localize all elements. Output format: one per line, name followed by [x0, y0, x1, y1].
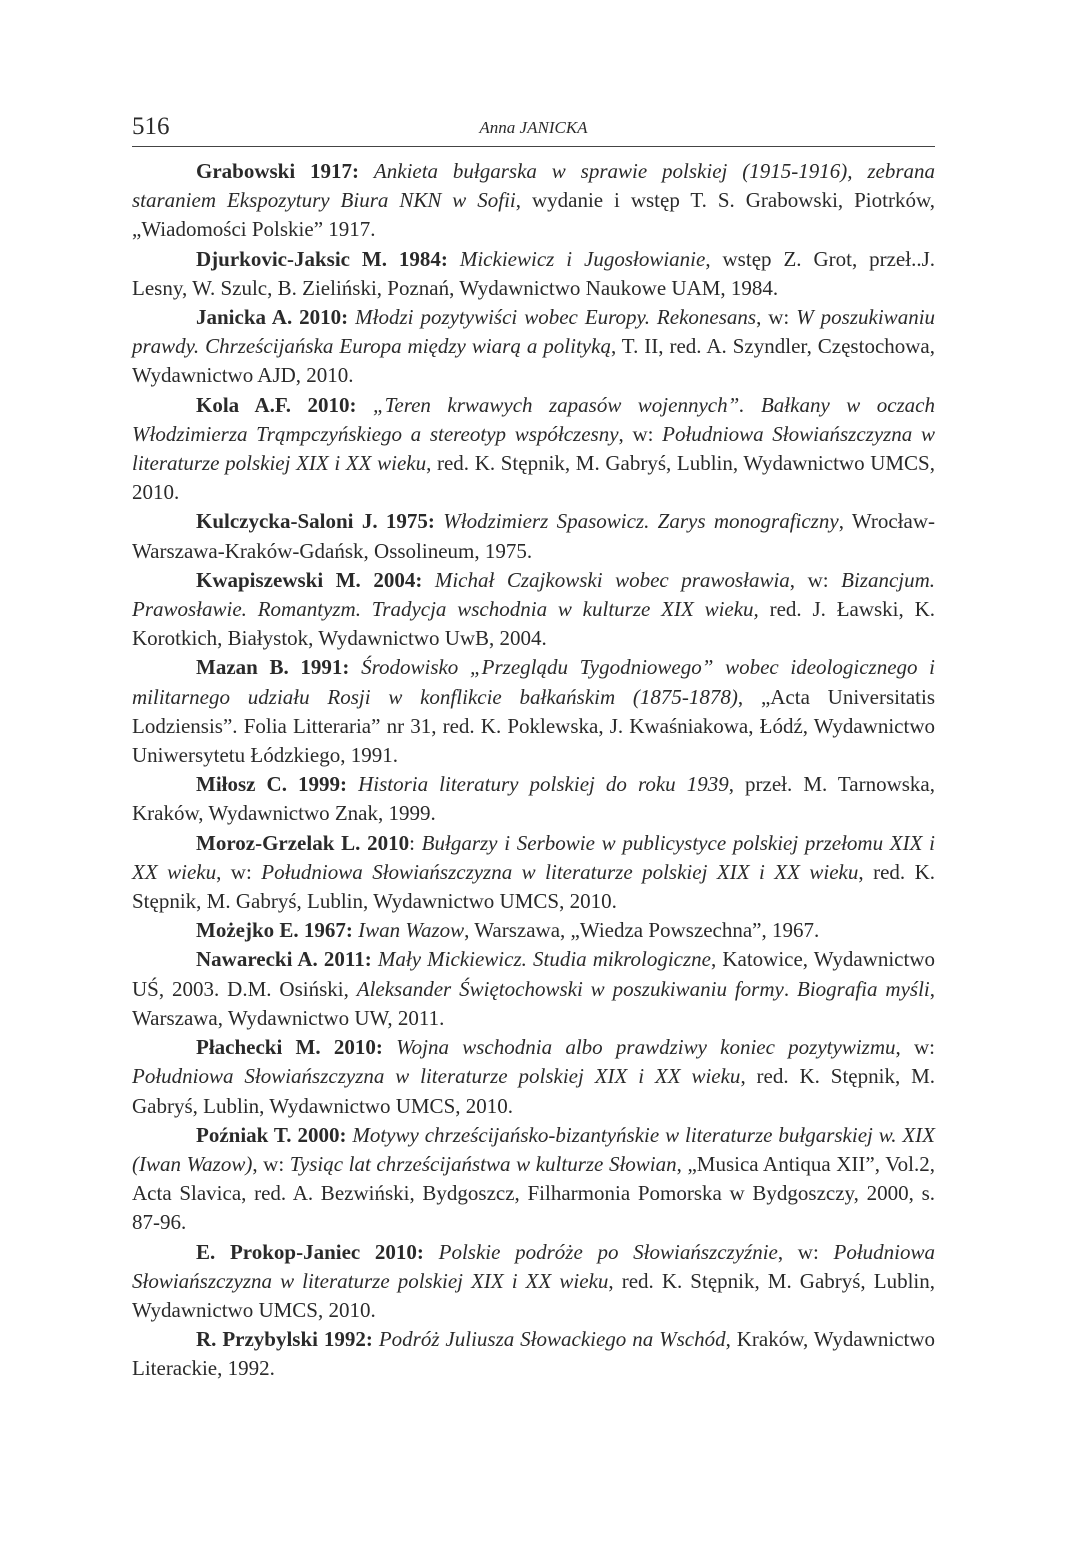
entry-author-year: Kulczycka-Saloni J. 1975:: [196, 509, 435, 534]
entry-text: , red. K. Stępnik, M. Gabryś, Lublin, Wydawnictwo UMCS, 2010.: [132, 451, 935, 505]
bibliography-entry: [132, 916, 935, 945]
entry-author-year: Poźniak T. 2000:: [196, 1122, 347, 1147]
bibliography-entry: [132, 1325, 935, 1383]
entry-author-year: Janicka A. 2010:: [196, 305, 349, 330]
entry-author-year: R. Przybylski 1992:: [196, 1327, 373, 1352]
entry-title: Młodzi pozytywiści wobec Europy. Rekonesans: [355, 305, 757, 330]
entry-author-year: E. Prokop-Janiec 2010:: [196, 1239, 424, 1264]
entry-title: Historia literatury polskiej do roku 1939: [358, 772, 729, 797]
entry-title: Południowa Słowiańszczyzna w literaturze polskiej XIX i XX wieku: [132, 421, 935, 476]
entry-text: , w:: [756, 305, 797, 330]
entry-author-year: Kola A.F. 2010:: [196, 392, 357, 417]
entry-text: , Warszawa, „Wiedza Powszechna”, 1967.: [464, 918, 820, 943]
entry-text: [435, 509, 443, 533]
bibliography-entry: [132, 507, 935, 565]
entry-text: :: [409, 830, 422, 855]
entry-text: , w:: [216, 859, 262, 884]
entry-title: Podróż Juliusza Słowackiego na Wschód: [378, 1327, 726, 1352]
entry-text: , red. K. Stępnik, M. Gabryś, Lublin, Wydawnictwo UMCS, 2010.: [132, 1064, 935, 1118]
entry-title: Motywy chrześcijańsko-bizantyńskie w literaturze bułgarskiej w. XIX (Iwan Wazow): [132, 1122, 936, 1176]
entry-text: , w:: [777, 1239, 834, 1264]
entry-text: [359, 159, 374, 183]
bibliography-entry: [132, 303, 935, 391]
bibliography-entry: [132, 770, 935, 828]
entry-text: , w:: [618, 421, 663, 446]
entry-title: Wojna wschodnia albo prawdziwy koniec pozytywizmu: [396, 1035, 896, 1060]
entry-text: [422, 568, 435, 592]
entry-title: Tysiąc lat chrześcijaństwa w kulturze Słowian: [289, 1151, 677, 1176]
bibliography-list: [132, 157, 935, 1384]
entry-text: red. J. Ławski, K. Korotkich, Białystok, Wydawnictwo UwB, 2004.: [132, 597, 935, 651]
entry-title: W poszukiwaniu prawdy. Chrześcijańska Europa między wiarą a polityką: [132, 305, 936, 359]
entry-title: Polskie podróże po Słowiańszczyźnie: [438, 1239, 778, 1264]
entry-author-year: Miłosz C. 1999:: [196, 772, 348, 797]
entry-text: , red. K. Stępnik, M. Gabryś, Lublin, Wydawnictwo UMCS, 2010.: [132, 859, 936, 914]
bibliography-entry: [132, 1238, 935, 1326]
entry-text: [349, 655, 361, 679]
entry-text: , „Acta Universitatis Lodziensis”. Folia Litteraria” nr 31, red. K. Poklewska, J. Kwaśniakowa, Łódź, Wydawnictwo Uniwersytetu Łódzkiego, 1991.: [132, 684, 936, 768]
entry-text: , Katowice, Wydawnictwo UŚ, 2003. D.M. Osiński,: [132, 947, 935, 1001]
page-header: [132, 112, 935, 147]
entry-title: Ankieta bułgarska w sprawie polskiej (1915-1916), zebrana staraniem Ekspozytury Biura NKN w Sofii: [132, 159, 935, 213]
entry-text: , Warszawa, Wydawnictwo UW, 2011.: [132, 976, 935, 1030]
bibliography-entry: [132, 829, 935, 917]
entry-text: , wstęp Z. Grot, przeł..J. Lesny, W. Szulc, B. Zieliński, Poznań, Wydawnictwo Naukowe UAM, 1984.: [132, 246, 936, 300]
entry-text: [448, 247, 460, 271]
entry-title: Bizancjum. Prawosławie. Romantyzm. Tradycja wschodnia w kulturze XIX wieku,: [132, 567, 936, 622]
entry-title: „Teren krwawych zapasów wojennych”. Bałkany w oczach Włodzimierza Trąmpczyńskiego a stereotyp współczesny: [132, 392, 936, 446]
entry-author-year: Nawarecki A. 2011:: [196, 947, 372, 972]
entry-text: , w:: [252, 1151, 290, 1176]
entry-author-year: Grabowski 1917:: [196, 159, 360, 183]
entry-text: .: [783, 976, 797, 1001]
entry-title: Środowisko „Przeglądu Tygodniowego” wobec ideologicznego i militarnego udziału Rosji w konflikcie bałkańskim (1875-1878): [132, 655, 936, 709]
entry-title: Aleksander Świętochowski w poszukiwaniu formy: [356, 976, 784, 1001]
entry-text: [383, 1035, 396, 1059]
entry-title: Biografia myśli: [797, 976, 930, 1001]
entry-author-year: Mazan B. 1991:: [196, 655, 350, 680]
bibliography-entry: [132, 945, 935, 1033]
entry-text: , wydanie i wstęp T. S. Grabowski, Piotrków, „Wiadomości Polskie” 1917.: [132, 188, 935, 242]
entry-title: Michał Czajkowski wobec prawosławia: [434, 567, 790, 592]
bibliography-entry: [132, 245, 935, 303]
entry-author-year: Płachecki M. 2010:: [196, 1035, 383, 1060]
entry-text: , w:: [895, 1035, 936, 1060]
entry-text: , w:: [789, 567, 842, 592]
entry-text: [424, 1240, 439, 1264]
bibliography-entry: [132, 1121, 935, 1238]
entry-text: [347, 772, 358, 796]
entry-text: , „Musica Antiqua XII”, Vol.2, Acta Slavica, red. A. Bezwiński, Bydgoszcz, Filharmonia Pomorska w Bydgoszczy, 2000, s. 87-96.: [132, 1151, 935, 1235]
entry-text: [356, 393, 372, 417]
entry-title: Południowa Słowiańszczyzna w literaturze polskiej XIX i XX wieku: [132, 1064, 741, 1089]
running-head: Anna JANICKA: [479, 118, 588, 137]
bibliography-entry: [132, 157, 935, 245]
entry-title: Południowa Słowiańszczyzna w literaturze polskiej XIX i XX wieku: [132, 1239, 936, 1293]
entry-text: , Kraków, Wydawnictwo Literackie, 1992.: [132, 1327, 936, 1381]
entry-title: Mały Mickiewicz. Studia mikrologiczne: [377, 947, 711, 972]
entry-title: Mickiewicz i Jugosłowianie: [459, 246, 706, 271]
entry-text: , przeł. M. Tarnowska, Kraków, Wydawnictwo Znak, 1999.: [132, 772, 935, 826]
bibliography-entry: [132, 391, 935, 508]
entry-author-year: Djurkovic-Jaksic M. 1984:: [196, 246, 448, 271]
entry-title: Iwan Wazow: [358, 918, 465, 943]
entry-text: , T. II, red. A. Szyndler, Częstochowa, Wydawnictwo AJD, 2010.: [132, 334, 935, 388]
entry-author-year: Kwapiszewski M. 2004:: [196, 567, 423, 592]
bibliography-entry: [132, 1033, 935, 1121]
entry-title: Południowa Słowiańszczyzna w literaturze polskiej XIX i XX wieku: [261, 859, 859, 884]
entry-title: Bułgarzy i Serbowie w publicystyce polskiej przełomu XIX i XX wieku: [132, 830, 935, 884]
entry-title: Włodzimierz Spasowicz. Zarys monograficzny: [443, 509, 839, 534]
entry-author-year: Moroz-Grzelak L. 2010: [196, 830, 410, 855]
bibliography-entry: [132, 566, 935, 654]
entry-text: , Wrocław-Warszawa-Kraków-Gdańsk, Ossolineum, 1975.: [132, 509, 935, 563]
bibliography-entry: [132, 653, 935, 770]
entry-text: , red. K. Stępnik, M. Gabryś, Lublin, Wydawnictwo UMCS, 2010.: [132, 1268, 935, 1322]
page-number: 516: [132, 113, 170, 140]
entry-author-year: Możejko E. 1967:: [196, 918, 353, 943]
